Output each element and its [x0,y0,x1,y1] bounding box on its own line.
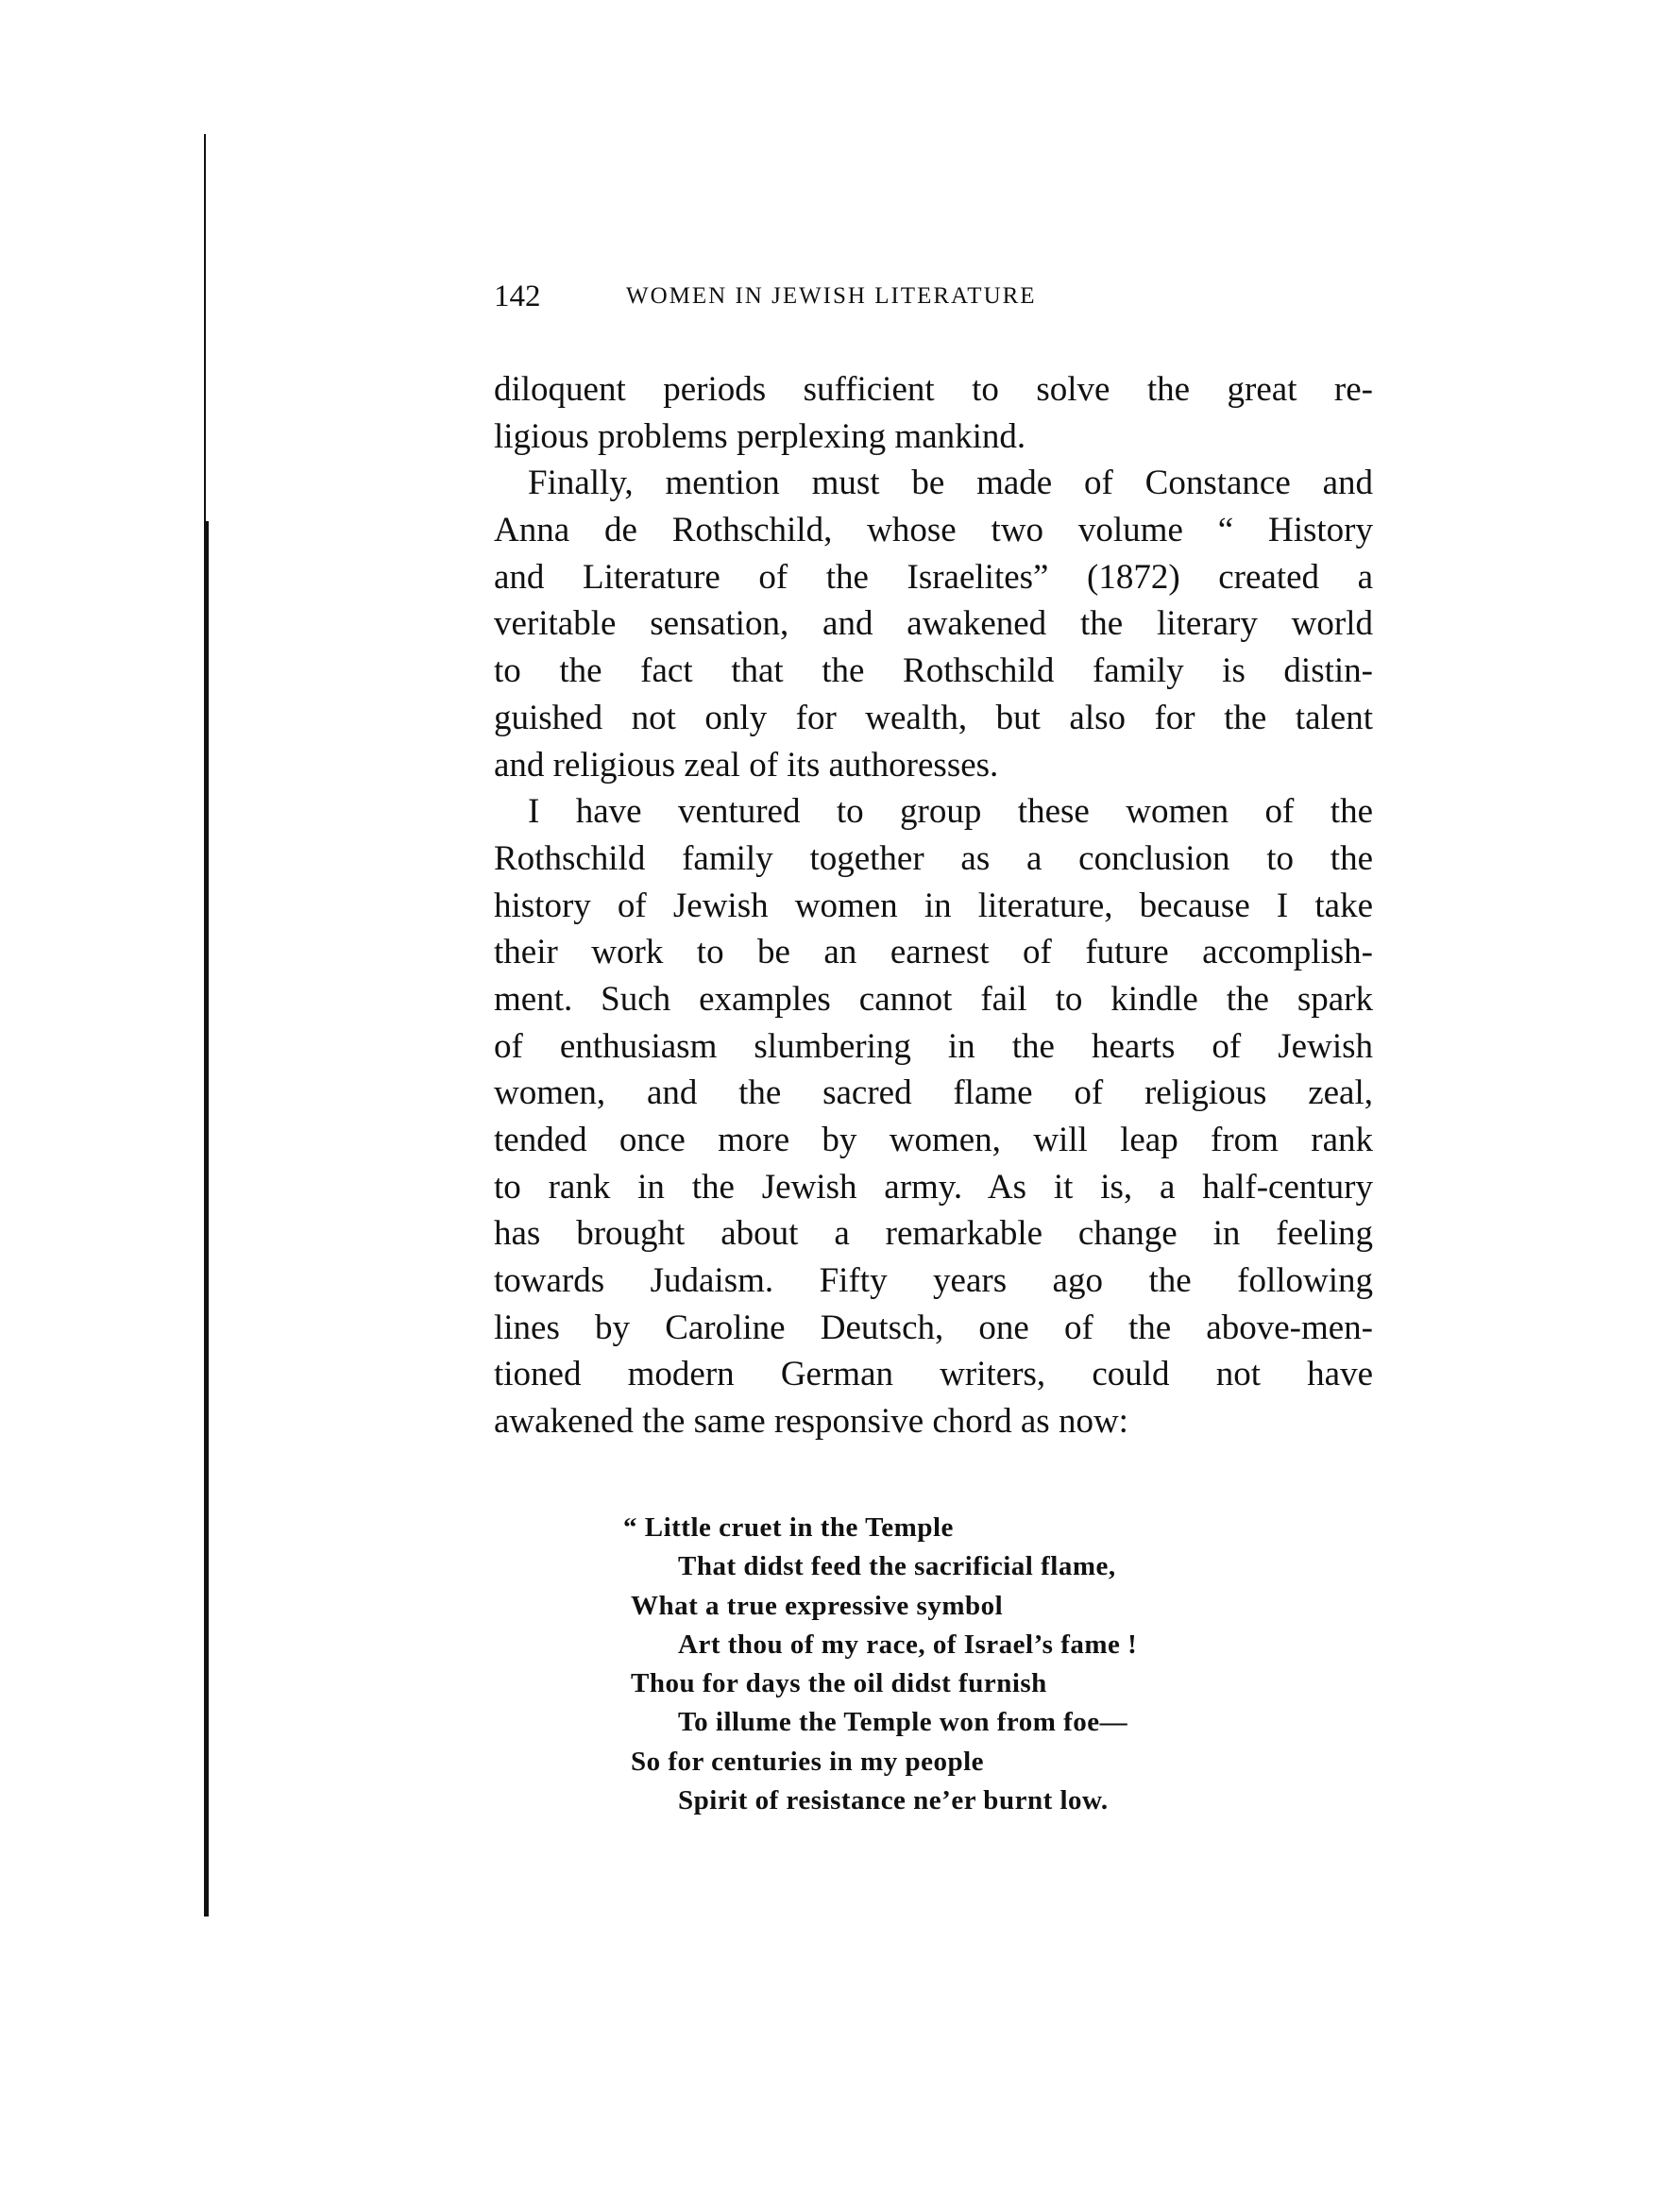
poem-line: Art thou of my race, of Israel’s fame ! [678,1629,1138,1660]
poem-line: What a true expressive symbol [631,1590,1004,1621]
poem-line: That didst feed the sacrificial flame, [678,1551,1116,1582]
text-line: Anna de Rothschild, whose two volume “ History [494,511,1373,550]
text-line: towards Judaism. Fifty years ago the following [494,1261,1373,1301]
text-line: ment. Such examples cannot fail to kindle the spark [494,979,1373,1019]
poem-line: To illume the Temple won from foe— [678,1707,1128,1738]
text-line: women, and the sacred flame of religious zeal, [494,1073,1373,1113]
text-line: lines by Caroline Deutsch, one of the above-men- [494,1308,1373,1347]
running-header [494,279,1202,317]
text-line: has brought about a remarkable change in feeling [494,1214,1373,1254]
text-line: diloquent periods sufficient to solve the great re- [494,370,1373,409]
text-line: Finally, mention must be made of Constance and [528,464,1373,503]
text-line: and Literature of the Israelites” (1872) created a [494,557,1373,597]
text-line: of enthusiasm slumbering in the hearts of Jewish [494,1026,1373,1066]
poem-quotation [623,1509,1138,1820]
page-edge-thin [204,134,206,521]
text-line: tended once more by women, will leap from rank [494,1121,1373,1159]
poem-line: Thou for days the oil didst furnish [631,1668,1047,1699]
text-line: I have ventured to group these women of the [528,792,1373,832]
poem-line: Spirit of resistance ne’er burnt low. [678,1785,1109,1816]
body-text [494,366,1373,1445]
text-line: history of Jewish women in literature, because I take [494,886,1373,925]
text-line: and religious zeal of its authoresses. [494,745,999,785]
poem-line: “ Little cruet in the Temple [623,1512,954,1543]
text-line: ligious problems perplexing mankind. [494,416,1026,456]
text-line: veritable sensation, and awakened the literary world [494,604,1373,644]
page-edge-thick [204,521,209,1917]
text-line: their work to be an earnest of future accomplish- [494,933,1373,972]
text-line: to the fact that the Rothschild family is distin- [494,651,1373,691]
text-line: to rank in the Jewish army. As it is, a half-century [494,1167,1373,1207]
page-number: 142 [494,279,541,313]
text-line: Rothschild family together as a conclusion to the [494,838,1373,878]
running-title: WOMEN IN JEWISH LITERATURE [626,283,1037,309]
text-line: tioned modern German writers, could not have [494,1355,1373,1394]
text-line: awakened the same responsive chord as now: [494,1402,1128,1442]
text-line: guished not only for wealth, but also for the talent [494,698,1373,737]
poem-line: So for centuries in my people [631,1746,985,1777]
